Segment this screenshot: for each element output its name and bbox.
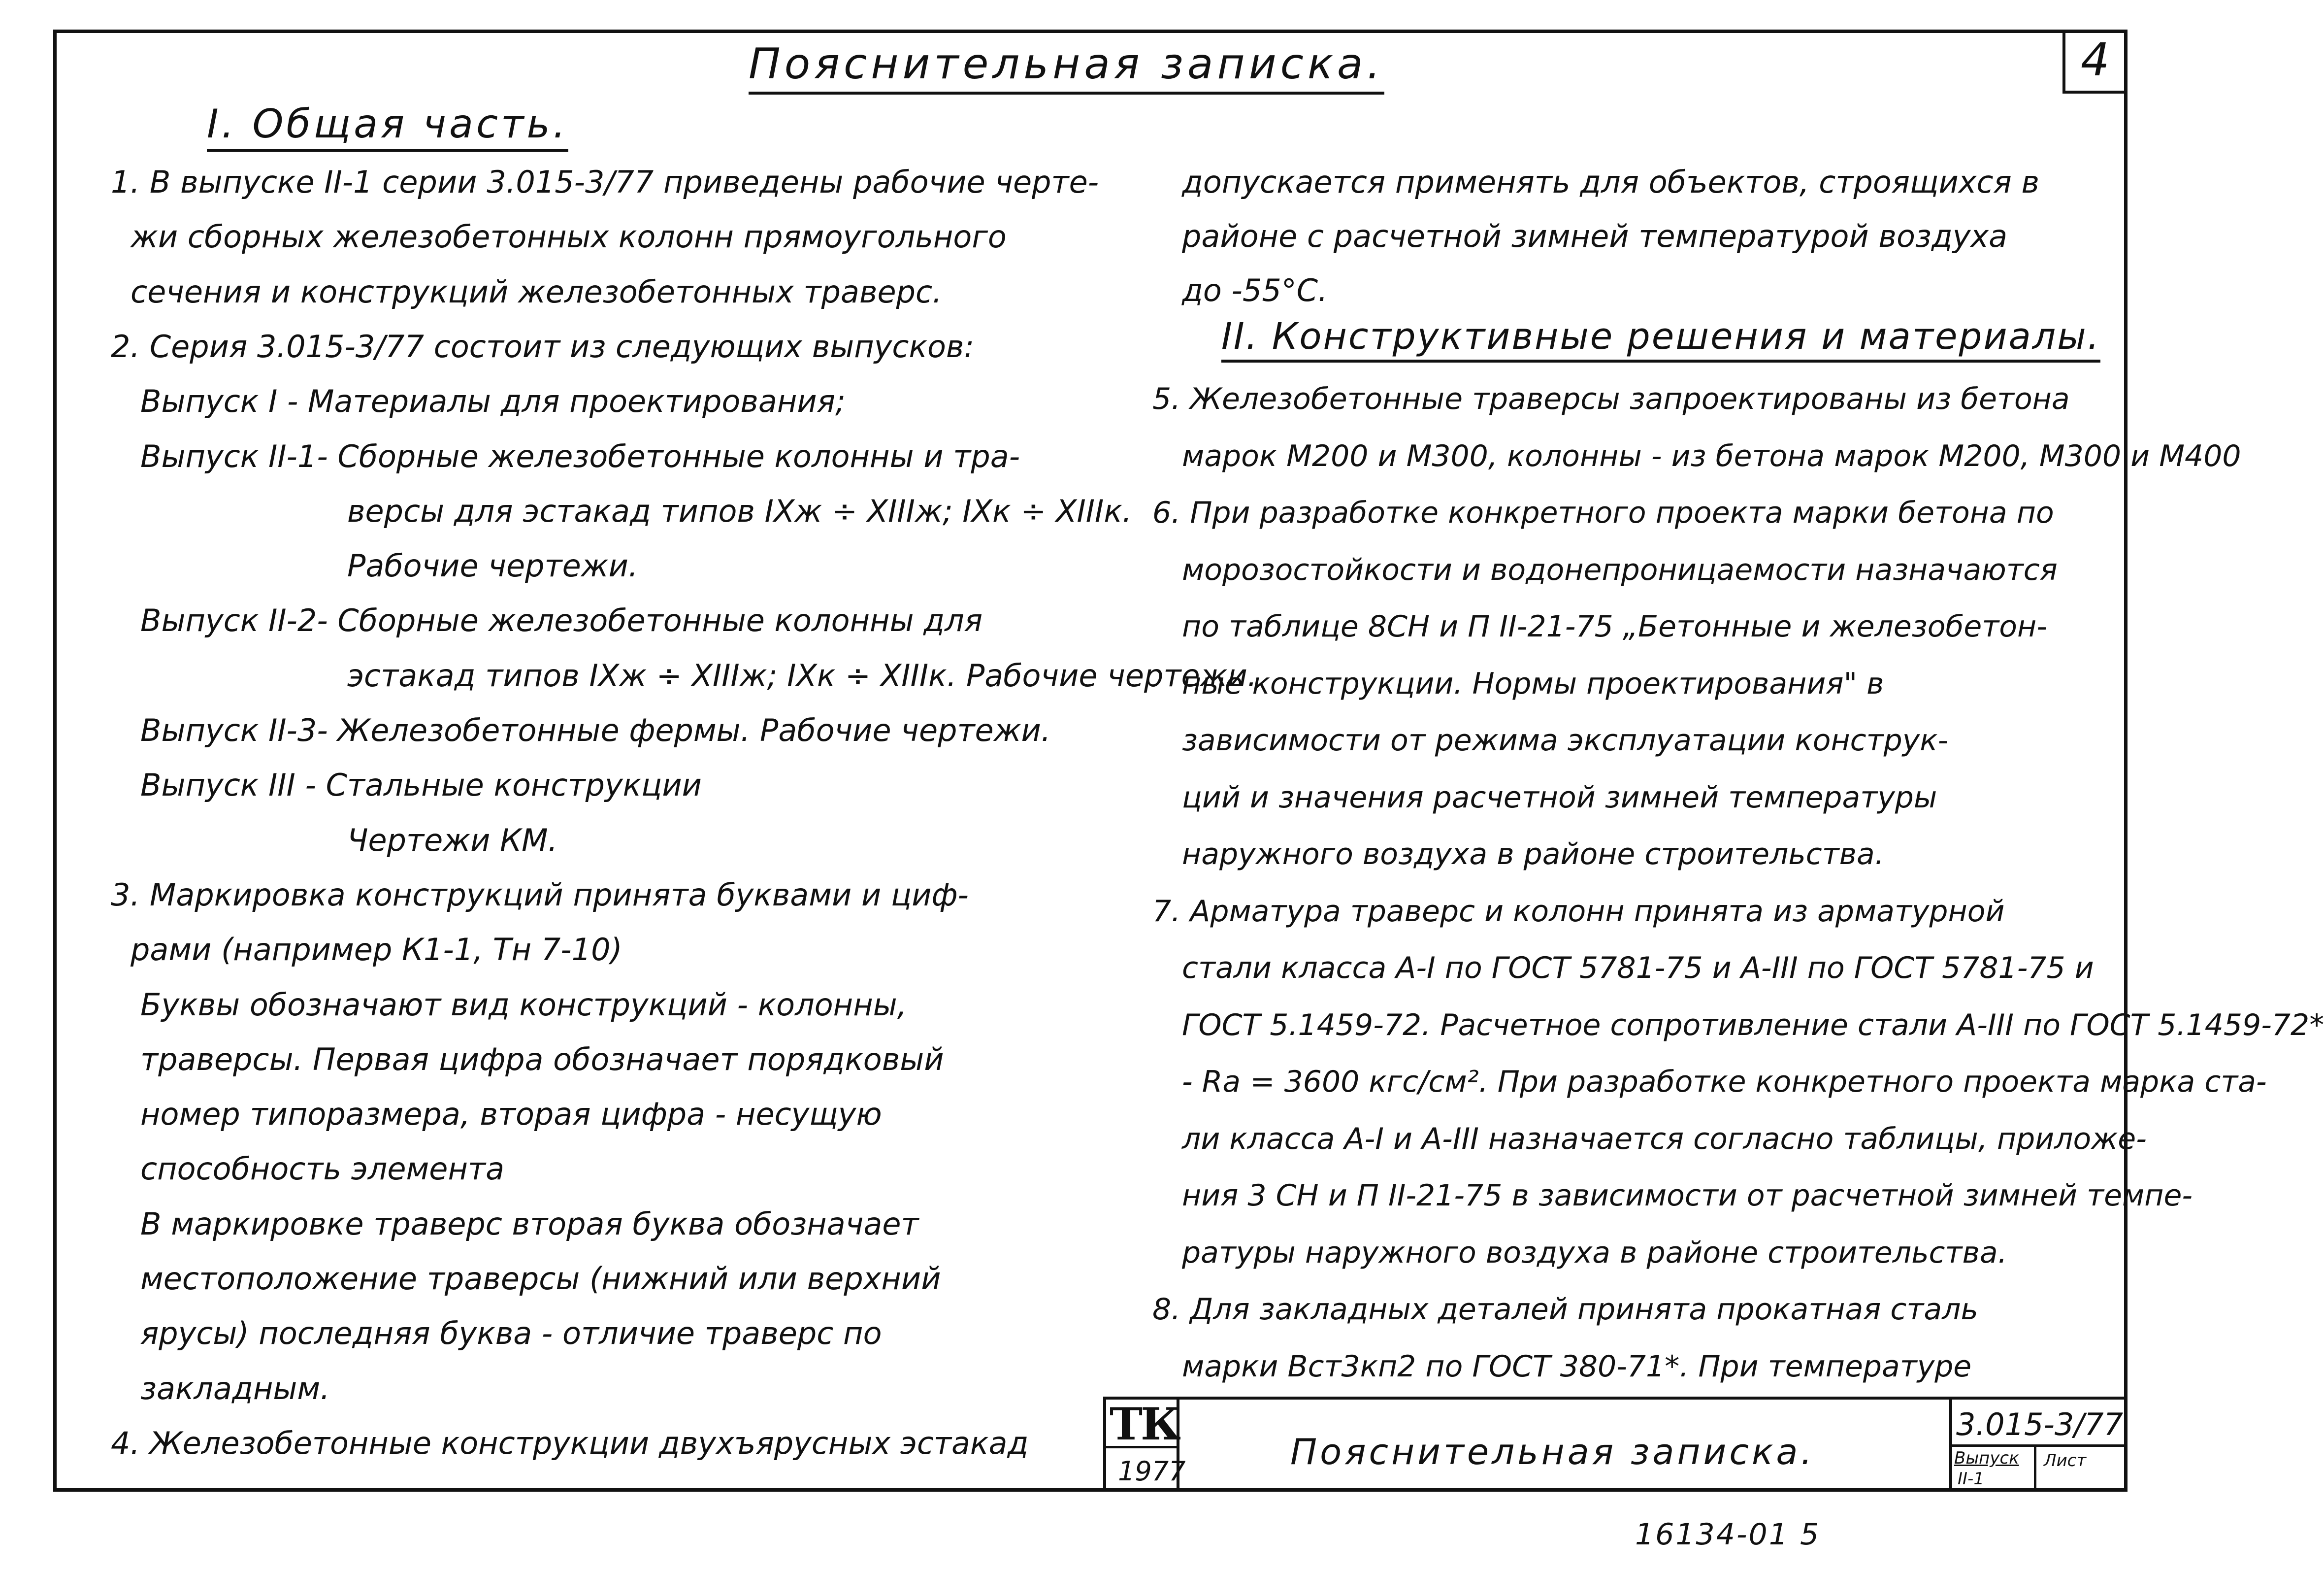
text-line: местоположение траверсы (нижний или верхний <box>140 1261 941 1297</box>
text-line: ли класса А-I и А-III назначается согласно таблицы, приложе- <box>1182 1121 2147 1156</box>
text-line: марки Вст3кп2 по ГОСТ 380-71*. При температуре <box>1182 1349 1972 1384</box>
text-line: 8. Для закладных деталей принята прокатная сталь <box>1152 1292 1978 1327</box>
text-line: рами (например К1-1, Тн 7-10) <box>131 932 622 968</box>
text-line: - Ra = 3600 кгс/см². При разработке конкретного проекта марка ста- <box>1182 1065 2267 1099</box>
sheet-label: Лист <box>2044 1451 2087 1471</box>
text-line: жи сборных железобетонных колонн прямоугольного <box>131 219 1007 255</box>
archive-number: 16134-01 5 <box>1635 1517 1821 1552</box>
section-1-title: I. Общая часть. <box>207 101 568 152</box>
sheet-number: 4 <box>2081 33 2110 86</box>
text-line: траверсы. Первая цифра обозначает порядковый <box>140 1041 944 1077</box>
title-block-info-divider-v <box>2034 1444 2036 1492</box>
text-line: Чертежи КМ. <box>347 822 558 858</box>
issue-value: II-1 <box>1958 1469 1984 1489</box>
issue-label: Выпуск <box>1954 1448 2019 1468</box>
text-line: Выпуск II-3- Железобетонные фермы. Рабочие чертежи. <box>140 712 1051 748</box>
title-block-year: 1977 <box>1118 1456 1186 1487</box>
text-line: 4. Железобетонные конструкции двухъярусных эстакад <box>111 1425 1029 1461</box>
text-line: до -55°С. <box>1182 272 1328 308</box>
text-line: В маркировке траверс вторая буква обозначает <box>140 1205 919 1242</box>
text-line: допускается применять для объектов, строящихся в <box>1182 164 2040 200</box>
text-line: Выпуск II-2- Сборные железобетонные колонны для <box>140 602 983 639</box>
title-block-title: Пояснительная записка. <box>1290 1431 1815 1472</box>
text-line: 5. Железобетонные траверсы запроектированы из бетона <box>1152 382 2070 416</box>
text-line: 2. Серия 3.015-3/77 состоит из следующих выпусков: <box>111 328 975 365</box>
text-line: номер типоразмера, вторая цифра - несущую <box>140 1096 882 1133</box>
document-title: Пояснительная записка. <box>749 39 1384 95</box>
text-line: 6. При разработке конкретного проекта марки бетона по <box>1152 496 2054 530</box>
publisher-logo: ТК <box>1110 1398 1179 1450</box>
text-line: Выпуск II-1- Сборные железобетонные колонны и тра- <box>140 438 1020 474</box>
text-line: сечения и конструкций железобетонных траверс. <box>131 273 942 310</box>
text-line: ций и значения расчетной зимней температуры <box>1182 780 1937 815</box>
text-line: районе с расчетной зимней температурой воздуха <box>1182 218 2008 254</box>
text-line: ные конструкции. Нормы проектирования" в <box>1182 666 1884 701</box>
text-line: наружного воздуха в районе строительства. <box>1182 837 1884 871</box>
text-line: закладным. <box>140 1370 330 1406</box>
text-line: Рабочие чертежи. <box>347 548 638 584</box>
text-line: способность элемента <box>140 1151 505 1187</box>
text-line: Буквы обозначают вид конструкций - колонны, <box>140 986 907 1023</box>
text-line: эстакад типов IXж ÷ XIIIж; IXк ÷ XIIIк. Рабочие чертежи. <box>347 657 1257 694</box>
text-line: ярусы) последняя буква - отличие траверс по <box>140 1315 882 1352</box>
text-line: 7. Арматура траверс и колонн принята из арматурной <box>1152 894 2005 929</box>
text-line: версы для эстакад типов IXж ÷ XIIIж; IXк ÷ XIIIк. <box>347 493 1132 529</box>
series-code: 3.015-3/77 <box>1956 1406 2124 1442</box>
title-block-info-divider <box>1949 1444 2128 1447</box>
text-line: по таблице 8СН и П II-21-75 „Бетонные и железобетон- <box>1182 609 2047 644</box>
text-line: ратуры наружного воздуха в районе строительства. <box>1182 1235 2007 1270</box>
text-line: ГОСТ 5.1459-72. Расчетное сопротивление стали А-III по ГОСТ 5.1459-72* <box>1182 1007 2324 1042</box>
text-line: 1. В выпуске II-1 серии 3.015-3/77 приведены рабочие черте- <box>111 164 1099 200</box>
text-line: зависимости от режима эксплуатации конструк- <box>1182 723 1949 758</box>
section-2-title: II. Конструктивные решения и материалы. <box>1221 315 2100 363</box>
text-line: ния 3 СН и П II-21-75 в зависимости от расчетной зимней темпе- <box>1182 1178 2193 1213</box>
text-line: 3. Маркировка конструкций принята буквами и циф- <box>111 876 969 913</box>
text-line: Выпуск III - Стальные конструкции <box>140 767 702 803</box>
text-line: стали класса А-I по ГОСТ 5781-75 и А-III по ГОСТ 5781-75 и <box>1182 951 2094 985</box>
text-line: морозостойкости и водонепроницаемости назначаются <box>1182 552 2058 587</box>
text-line: марок М200 и М300, колонны - из бетона марок М200, М300 и М400 <box>1182 438 2241 473</box>
text-line: Выпуск I - Материалы для проектирования; <box>140 383 846 420</box>
